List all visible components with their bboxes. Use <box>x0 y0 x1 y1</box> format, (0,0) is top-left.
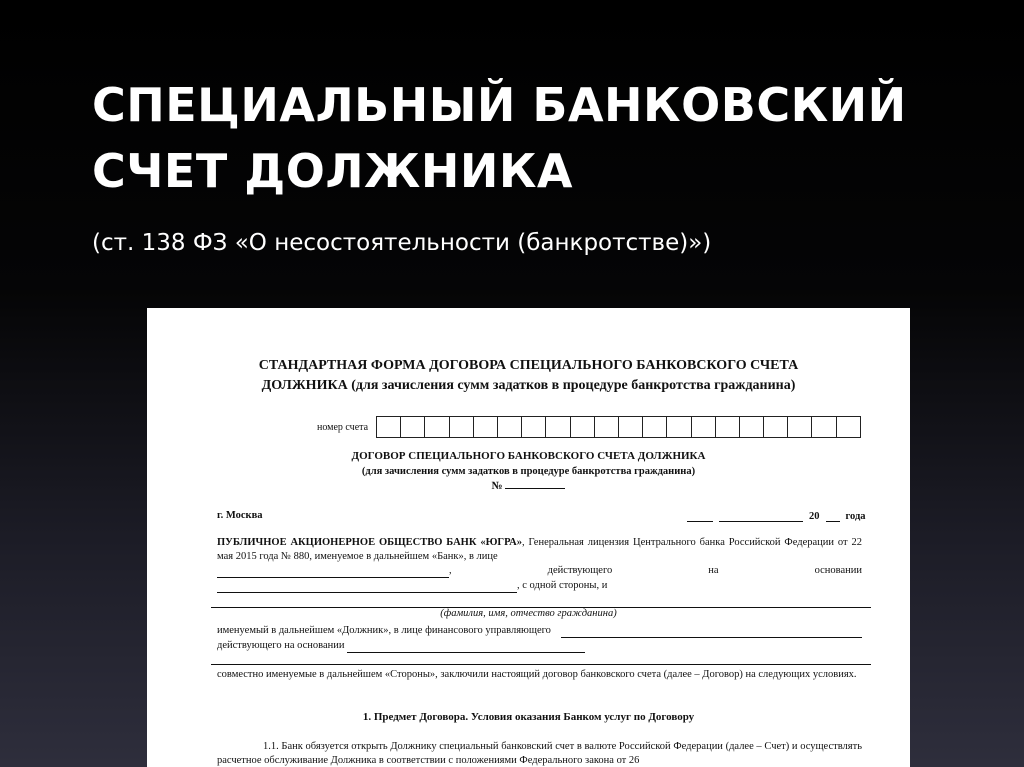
account-number-boxes <box>376 416 861 438</box>
slide-title-line-1: СПЕЦИАЛЬНЫЙ БАНКОВСКИЙ <box>92 78 907 132</box>
on-text: на <box>708 565 719 576</box>
account-digit-box <box>498 417 522 437</box>
number-blank <box>505 488 565 489</box>
contract-heading <box>147 449 910 494</box>
account-digit-box <box>401 417 425 437</box>
contract-subtitle: (для зачисления сумм задатков в процедуре банкротства гражданина) <box>361 466 696 477</box>
representative-blank <box>217 567 449 578</box>
account-digit-box <box>837 417 861 437</box>
number-sign: № <box>491 480 503 492</box>
contract-document-image <box>147 308 910 767</box>
date-year-suffix: года <box>845 511 866 522</box>
account-digit-box <box>667 417 691 437</box>
debtor-text: именуемый в дальнейшем «Должник», в лице финансового управляющего <box>217 625 551 636</box>
date-year-blank <box>826 510 840 522</box>
one-side-text: , с одной стороны, и <box>517 580 608 591</box>
form-title-line-1: СТАНДАРТНАЯ ФОРМА ДОГОВОРА СПЕЦИАЛЬНОГО БАНКОВСКОГО СЧЕТА <box>258 358 799 373</box>
account-digit-box <box>425 417 449 437</box>
party-bank-paragraph <box>217 536 862 564</box>
contract-date <box>687 510 866 522</box>
account-digit-box <box>788 417 812 437</box>
account-digit-box <box>377 417 401 437</box>
account-number-row <box>317 416 861 438</box>
date-month-blank <box>719 510 803 522</box>
debtor-basis-text: действующего на основании <box>217 640 345 651</box>
bank-license-text: , Генеральная лицензия Центрального банка Российской Федерации от 22 мая 2015 года № 880, именуемое в дальнейшем «Банк», в лице <box>217 537 862 562</box>
account-digit-box <box>692 417 716 437</box>
party-debtor-line-2 <box>217 639 862 653</box>
debtor-name-caption: (фамилия, имя, отчество гражданина) <box>440 608 617 619</box>
account-digit-box <box>643 417 667 437</box>
account-digit-box <box>522 417 546 437</box>
account-digit-box <box>740 417 764 437</box>
contract-title: ДОГОВОР СПЕЦИАЛЬНОГО БАНКОВСКОГО СЧЕТА ДОЛЖНИКА <box>351 450 706 462</box>
section-1-title: 1. Предмет Договора. Условия оказания Банком услуг по Договору <box>362 711 695 723</box>
date-year-prefix: 20 <box>809 511 820 522</box>
party-debtor-line-1 <box>217 624 862 638</box>
basis-blank <box>217 582 517 593</box>
date-day-blank <box>687 510 713 522</box>
party-bank-line-4 <box>217 579 862 593</box>
form-title-line-2: ДОЛЖНИКА (для зачисления сумм задатков в процедуре банкротства гражданина) <box>261 378 796 393</box>
representative-comma: , <box>449 565 452 576</box>
account-digit-box <box>619 417 643 437</box>
account-digit-box <box>716 417 740 437</box>
form-title <box>147 356 910 396</box>
account-digit-box <box>595 417 619 437</box>
slide-title-line-2: СЧЕТ ДОЛЖНИКА <box>92 144 574 198</box>
account-number-label: номер счета <box>317 421 369 433</box>
contract-city: г. Москва <box>217 510 263 521</box>
account-digit-box <box>764 417 788 437</box>
account-digit-box <box>474 417 498 437</box>
account-digit-box <box>546 417 570 437</box>
parties-paragraph: совместно именуемые в дальнейшем «Стороны», заключили настоящий договор банковского счета (далее – Договор) на следующих условиях. <box>217 669 857 680</box>
account-digit-box <box>571 417 595 437</box>
separator-line <box>211 664 871 665</box>
account-digit-box <box>812 417 836 437</box>
manager-blank <box>561 627 862 638</box>
basis-text: основании <box>814 565 862 576</box>
slide-title <box>92 72 972 204</box>
contract-number <box>147 479 910 494</box>
debtor-basis-blank <box>347 642 585 653</box>
clause-1-1: 1.1. Банк обязуется открыть Должнику специальный банковский счет в валюте Российской Федерации (далее – Счет) и осуществлять расчетное обслуживание Должника в соответствии с положениями Федерального закона от 26 <box>217 741 862 766</box>
acting-text: действующего <box>547 565 613 576</box>
slide-subtitle: (ст. 138 ФЗ «О несостоятельности (банкротстве)») <box>92 230 712 256</box>
party-bank-line-3 <box>217 564 862 578</box>
bank-name: ПУБЛИЧНОЕ АКЦИОНЕРНОЕ ОБЩЕСТВО БАНК «ЮГРА» <box>217 537 522 548</box>
account-digit-box <box>450 417 474 437</box>
